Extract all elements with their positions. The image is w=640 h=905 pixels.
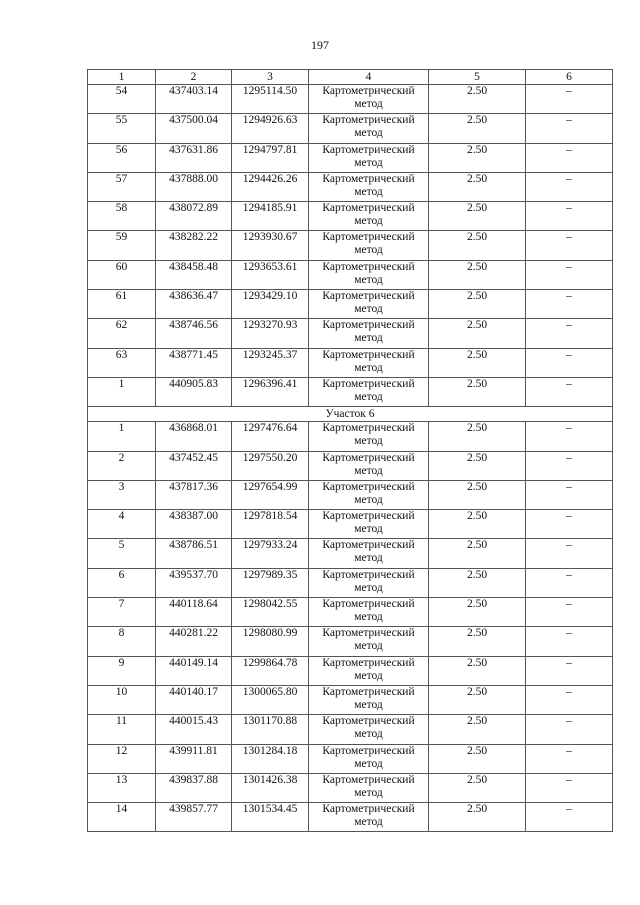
method-line-1: Картометрический	[322, 539, 415, 552]
accuracy: 2.50	[429, 202, 526, 231]
method	[309, 114, 429, 143]
method-line-1: Картометрический	[322, 172, 415, 185]
coord-y: 1300065.80	[232, 685, 309, 714]
table-row	[88, 114, 613, 143]
accuracy: 2.50	[429, 773, 526, 802]
point-number: 54	[88, 85, 156, 114]
method-line-2: метод	[354, 435, 383, 448]
coord-y: 1293245.37	[232, 348, 309, 377]
accuracy: 2.50	[429, 568, 526, 597]
point-number: 7	[88, 598, 156, 627]
method-line-1: Картометрический	[322, 85, 415, 97]
coord-y: 1294797.81	[232, 143, 309, 172]
method-line-1: Картометрический	[322, 480, 415, 493]
coord-x: 436868.01	[156, 422, 232, 451]
point-number: 62	[88, 319, 156, 348]
accuracy: 2.50	[429, 231, 526, 260]
accuracy: 2.50	[429, 348, 526, 377]
coord-x: 439911.81	[156, 744, 232, 773]
coord-y: 1296396.41	[232, 377, 309, 406]
coord-x: 438387.00	[156, 510, 232, 539]
accuracy: 2.50	[429, 422, 526, 451]
coord-y: 1301426.38	[232, 773, 309, 802]
description: –	[526, 377, 613, 406]
description: –	[526, 85, 613, 114]
table-row	[88, 319, 613, 348]
coord-y: 1293653.61	[232, 260, 309, 289]
method-line-2: метод	[354, 273, 383, 286]
method-line-2: метод	[354, 185, 383, 198]
accuracy: 2.50	[429, 451, 526, 480]
method-line-1: Картометрический	[322, 231, 415, 244]
method-line-1: Картометрический	[322, 656, 415, 669]
coord-y: 1297654.99	[232, 480, 309, 509]
method-line-1: Картометрический	[322, 260, 415, 273]
method-line-2: метод	[354, 156, 383, 169]
method-line-1: Картометрический	[322, 568, 415, 581]
coord-x: 438458.48	[156, 260, 232, 289]
accuracy: 2.50	[429, 260, 526, 289]
method-line-2: метод	[354, 523, 383, 536]
method	[309, 568, 429, 597]
point-number: 13	[88, 773, 156, 802]
method	[309, 260, 429, 289]
method-line-1: Картометрический	[322, 744, 415, 757]
accuracy: 2.50	[429, 143, 526, 172]
point-number: 55	[88, 114, 156, 143]
description: –	[526, 319, 613, 348]
method	[309, 172, 429, 201]
description: –	[526, 685, 613, 714]
description: –	[526, 510, 613, 539]
method	[309, 598, 429, 627]
point-number: 2	[88, 451, 156, 480]
accuracy: 2.50	[429, 803, 526, 832]
table-row	[88, 685, 613, 714]
accuracy: 2.50	[429, 114, 526, 143]
coord-x: 437403.14	[156, 85, 232, 114]
coord-x: 438282.22	[156, 231, 232, 260]
accuracy: 2.50	[429, 290, 526, 319]
coord-x: 437817.36	[156, 480, 232, 509]
description: –	[526, 202, 613, 231]
method	[309, 451, 429, 480]
description: –	[526, 539, 613, 568]
method-line-1: Картометрический	[322, 715, 415, 728]
coord-y: 1293270.93	[232, 319, 309, 348]
column-header: 1	[88, 70, 156, 85]
coord-y: 1297550.20	[232, 451, 309, 480]
coord-y: 1301170.88	[232, 715, 309, 744]
method-line-1: Картометрический	[322, 143, 415, 156]
method	[309, 715, 429, 744]
table-row	[88, 510, 613, 539]
method-line-2: метод	[354, 244, 383, 257]
accuracy: 2.50	[429, 539, 526, 568]
method-line-1: Картометрический	[322, 598, 415, 611]
method-line-2: метод	[354, 611, 383, 624]
table-row	[88, 377, 613, 406]
accuracy: 2.50	[429, 319, 526, 348]
accuracy: 2.50	[429, 377, 526, 406]
point-number: 9	[88, 656, 156, 685]
coord-x: 437888.00	[156, 172, 232, 201]
coordinates-table	[87, 69, 613, 832]
method	[309, 744, 429, 773]
coord-x: 440015.43	[156, 715, 232, 744]
column-header: 6	[526, 70, 613, 85]
method	[309, 510, 429, 539]
method-line-1: Картометрический	[322, 627, 415, 640]
description: –	[526, 143, 613, 172]
table-row	[88, 598, 613, 627]
description: –	[526, 348, 613, 377]
point-number: 3	[88, 480, 156, 509]
table-row	[88, 172, 613, 201]
table-row	[88, 568, 613, 597]
table-row	[88, 85, 613, 114]
method	[309, 348, 429, 377]
table-body	[88, 85, 613, 832]
coord-x: 440281.22	[156, 627, 232, 656]
point-number: 63	[88, 348, 156, 377]
table-row	[88, 202, 613, 231]
accuracy: 2.50	[429, 172, 526, 201]
method	[309, 85, 429, 114]
section-title: Участок 6	[88, 407, 613, 422]
coord-y: 1301534.45	[232, 803, 309, 832]
table-row	[88, 773, 613, 802]
method	[309, 319, 429, 348]
method	[309, 539, 429, 568]
table-row	[88, 260, 613, 289]
method-line-2: метод	[354, 728, 383, 741]
description: –	[526, 172, 613, 201]
coord-y: 1294426.26	[232, 172, 309, 201]
accuracy: 2.50	[429, 598, 526, 627]
method-line-1: Картометрический	[322, 773, 415, 786]
table-row	[88, 422, 613, 451]
accuracy: 2.50	[429, 85, 526, 114]
method-line-1: Картометрический	[322, 290, 415, 303]
point-number: 1	[88, 377, 156, 406]
table-row	[88, 231, 613, 260]
accuracy: 2.50	[429, 685, 526, 714]
page-number: 197	[311, 38, 329, 52]
table-row	[88, 451, 613, 480]
method-line-1: Картометрический	[322, 114, 415, 127]
coord-x: 439537.70	[156, 568, 232, 597]
coord-x: 438786.51	[156, 539, 232, 568]
coord-x: 440905.83	[156, 377, 232, 406]
description: –	[526, 803, 613, 832]
method	[309, 231, 429, 260]
method-line-2: метод	[354, 786, 383, 799]
accuracy: 2.50	[429, 656, 526, 685]
coord-y: 1298080.99	[232, 627, 309, 656]
column-header: 4	[309, 70, 429, 85]
description: –	[526, 480, 613, 509]
point-number: 57	[88, 172, 156, 201]
description: –	[526, 744, 613, 773]
description: –	[526, 598, 613, 627]
method-line-2: метод	[354, 698, 383, 711]
method	[309, 656, 429, 685]
description: –	[526, 290, 613, 319]
coord-y: 1298042.55	[232, 598, 309, 627]
column-header: 5	[429, 70, 526, 85]
accuracy: 2.50	[429, 510, 526, 539]
method	[309, 290, 429, 319]
method-line-1: Картометрический	[322, 510, 415, 523]
method	[309, 480, 429, 509]
method	[309, 773, 429, 802]
table-row	[88, 744, 613, 773]
accuracy: 2.50	[429, 480, 526, 509]
method-line-1: Картометрический	[322, 451, 415, 464]
coord-y: 1299864.78	[232, 656, 309, 685]
table-row	[88, 480, 613, 509]
column-header: 3	[232, 70, 309, 85]
point-number: 58	[88, 202, 156, 231]
coord-x: 438072.89	[156, 202, 232, 231]
coord-y: 1297818.54	[232, 510, 309, 539]
table-row	[88, 348, 613, 377]
table-row	[88, 803, 613, 832]
coord-x: 437452.45	[156, 451, 232, 480]
coord-y: 1293429.10	[232, 290, 309, 319]
point-number: 1	[88, 422, 156, 451]
method-line-2: метод	[354, 464, 383, 477]
point-number: 12	[88, 744, 156, 773]
method-line-1: Картометрический	[322, 377, 415, 390]
description: –	[526, 715, 613, 744]
method-line-2: метод	[354, 361, 383, 374]
description: –	[526, 451, 613, 480]
table-row	[88, 290, 613, 319]
table-row	[88, 715, 613, 744]
accuracy: 2.50	[429, 715, 526, 744]
point-number: 60	[88, 260, 156, 289]
point-number: 8	[88, 627, 156, 656]
coord-y: 1301284.18	[232, 744, 309, 773]
method-line-2: метод	[354, 757, 383, 770]
column-header: 2	[156, 70, 232, 85]
method-line-2: метод	[354, 303, 383, 316]
table-row	[88, 539, 613, 568]
method-line-2: метод	[354, 581, 383, 594]
coord-y: 1295114.50	[232, 85, 309, 114]
method-line-1: Картометрический	[322, 202, 415, 215]
method	[309, 685, 429, 714]
coord-x: 440149.14	[156, 656, 232, 685]
point-number: 14	[88, 803, 156, 832]
method-line-1: Картометрический	[322, 348, 415, 361]
description: –	[526, 773, 613, 802]
description: –	[526, 568, 613, 597]
coord-y: 1297989.35	[232, 568, 309, 597]
method-line-2: метод	[354, 816, 383, 829]
coord-y: 1293930.67	[232, 231, 309, 260]
coord-x: 440118.64	[156, 598, 232, 627]
table-row	[88, 627, 613, 656]
point-number: 11	[88, 715, 156, 744]
point-number: 4	[88, 510, 156, 539]
point-number: 59	[88, 231, 156, 260]
accuracy: 2.50	[429, 627, 526, 656]
method	[309, 143, 429, 172]
description: –	[526, 656, 613, 685]
point-number: 61	[88, 290, 156, 319]
coord-x: 438771.45	[156, 348, 232, 377]
point-number: 10	[88, 685, 156, 714]
method-line-1: Картометрический	[322, 422, 415, 435]
coord-x: 439857.77	[156, 803, 232, 832]
header-row	[88, 70, 613, 85]
method	[309, 202, 429, 231]
method-line-1: Картометрический	[322, 319, 415, 332]
method-line-2: метод	[354, 215, 383, 228]
coord-y: 1297933.24	[232, 539, 309, 568]
table-row	[88, 656, 613, 685]
accuracy: 2.50	[429, 744, 526, 773]
table-header	[88, 70, 613, 85]
method-line-2: метод	[354, 127, 383, 140]
method-line-1: Картометрический	[322, 685, 415, 698]
description: –	[526, 627, 613, 656]
table-row	[88, 143, 613, 172]
method-line-2: метод	[354, 390, 383, 403]
description: –	[526, 231, 613, 260]
coord-x: 439837.88	[156, 773, 232, 802]
coord-y: 1297476.64	[232, 422, 309, 451]
method-line-2: метод	[354, 98, 383, 110]
description: –	[526, 422, 613, 451]
method-line-2: метод	[354, 552, 383, 565]
method	[309, 627, 429, 656]
coord-x: 438636.47	[156, 290, 232, 319]
coord-y: 1294185.91	[232, 202, 309, 231]
section-row	[88, 407, 613, 422]
method-line-2: метод	[354, 669, 383, 682]
method	[309, 377, 429, 406]
coord-x: 437500.04	[156, 114, 232, 143]
method	[309, 422, 429, 451]
coord-x: 437631.86	[156, 143, 232, 172]
method	[309, 803, 429, 832]
coord-x: 438746.56	[156, 319, 232, 348]
method-line-2: метод	[354, 493, 383, 506]
description: –	[526, 114, 613, 143]
method-line-2: метод	[354, 332, 383, 345]
point-number: 56	[88, 143, 156, 172]
method-line-2: метод	[354, 640, 383, 653]
point-number: 6	[88, 568, 156, 597]
coord-x: 440140.17	[156, 685, 232, 714]
method-line-1: Картометрический	[322, 803, 415, 816]
point-number: 5	[88, 539, 156, 568]
description: –	[526, 260, 613, 289]
coord-y: 1294926.63	[232, 114, 309, 143]
